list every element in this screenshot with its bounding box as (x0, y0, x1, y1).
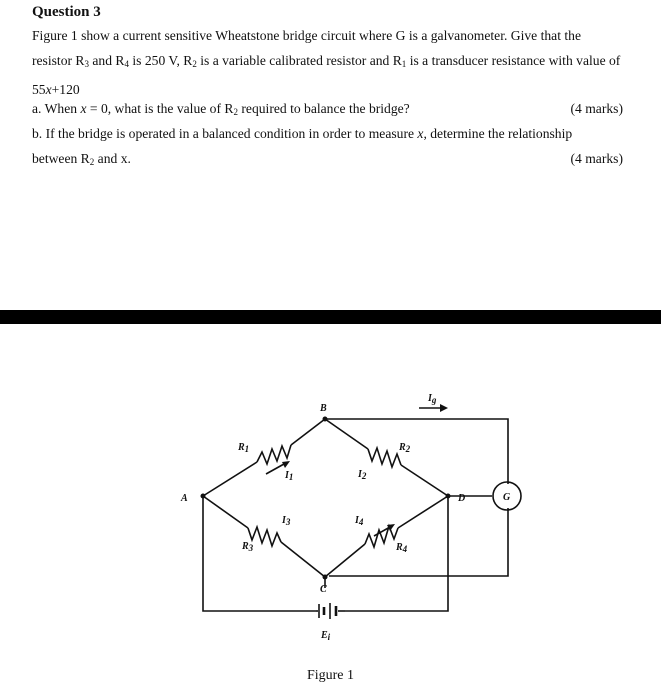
node-b-label: B (320, 403, 327, 414)
source-label: Ei (321, 630, 331, 642)
part-b-line2: between $R_2$ and x. (4 marks) (32, 147, 623, 171)
wire-b-d (325, 419, 368, 449)
wire-b-top (325, 419, 508, 484)
i3-label: I3 (282, 515, 291, 527)
r1-label: R1 (238, 442, 250, 454)
ig-label: Ig (428, 393, 437, 405)
part-a-marks: (4 marks) (570, 101, 623, 116)
node-c-label: C (320, 584, 327, 595)
i2-label: I2 (358, 469, 367, 481)
r2-label: R2 (399, 442, 411, 454)
question-title: Question 3 (32, 4, 101, 20)
i1-label: I1 (285, 470, 294, 482)
question-intro: Figure 1 show a current sensitive Wheatstone bridge circuit where G is a galvanometer. Give that the resistor $R_3$ and $R_4$ is 250 V, $R_2$ is a variable calibrated resistor and $R_1$ is a transducer resistance with value of 55x+120 (32, 28, 621, 97)
wire-c-d (325, 544, 365, 577)
wire-source-left (203, 496, 316, 611)
node-a-label: A (181, 493, 188, 504)
wire-a-c (203, 496, 248, 528)
part-b-marks: (4 marks) (570, 151, 623, 166)
galvanometer-label: G (503, 492, 511, 503)
r4-label: R4 (396, 542, 408, 554)
resistor-r1 (257, 445, 291, 464)
node-d-label: D (458, 493, 466, 504)
figure-caption: Figure 1 (306, 668, 355, 683)
r3-label: R3 (242, 541, 254, 553)
i4-label: I4 (355, 515, 364, 527)
resistor-r2 (368, 448, 401, 467)
part-a: a. When x = 0, what is the value of $R_2$ required to balance the bridge? (4 marks) (32, 97, 623, 121)
wire-a-b (203, 462, 257, 496)
wire-source-right (345, 496, 448, 611)
wheatstone-bridge-diagram (0, 324, 661, 664)
part-b: b. If the bridge is operated in a balanced condition in order to measure x, determine the relationship (32, 126, 573, 141)
resistor-r4 (365, 526, 398, 547)
separator-bar (0, 310, 661, 324)
